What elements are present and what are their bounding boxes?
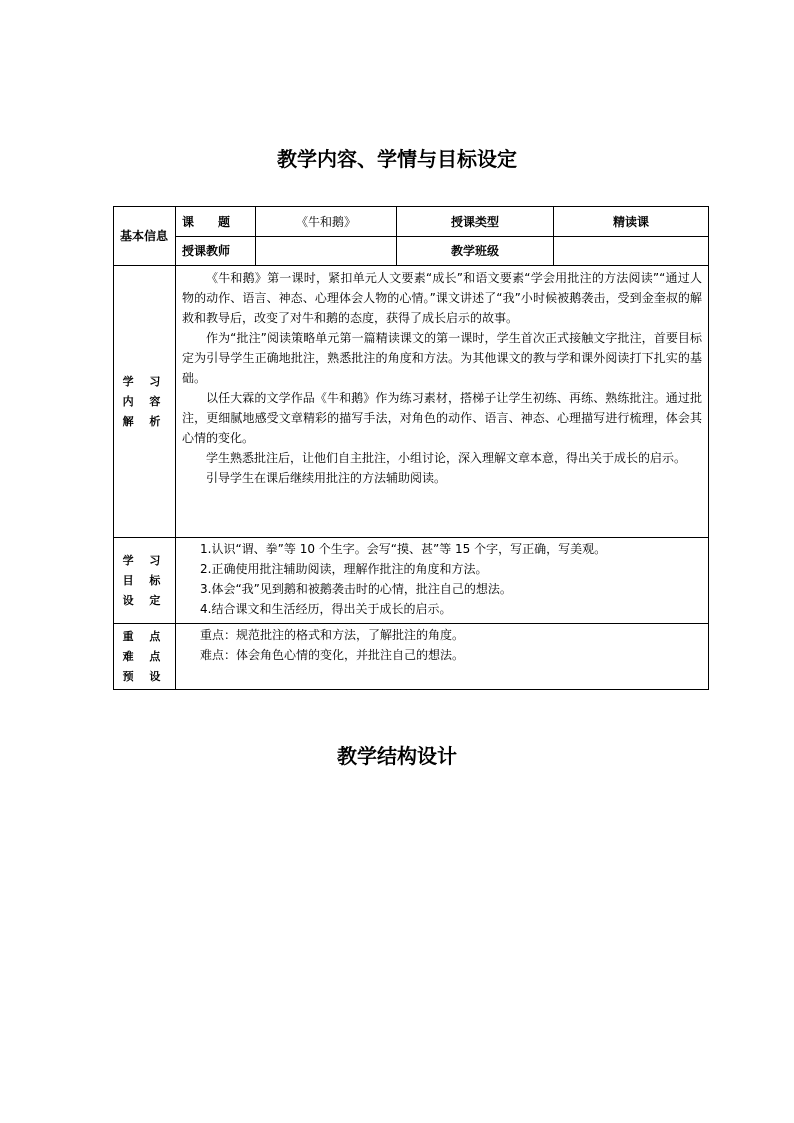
analysis-paragraph: 《牛和鹅》第一课时，紧扣单元人文要素“成长”和语文要素“学会用批注的方法阅读”“通过人物的动作、语言、神态、心理体会人物的心情。”课文讲述了“我”小时候被鹅袭击，受到金奎叔的解救和教导后，改变了对牛和鹅的态度，获得了成长启示的故事。 [182, 271, 702, 325]
table-row [114, 237, 709, 266]
type-value: 精读课 [554, 207, 709, 237]
focus-item: 难点：体会角色心情的变化，并批注自己的想法。 [200, 648, 465, 662]
goal-item: 4.结合课文和生活经历，得出关于成长的启示。 [200, 602, 452, 616]
analysis-content [176, 266, 709, 538]
table-row [114, 207, 709, 237]
analysis-label: 学 习 内 容 解 析 [114, 266, 176, 538]
class-value [554, 237, 709, 266]
goals-content [176, 538, 709, 624]
focus-item: 重点：规范批注的格式和方法，了解批注的角度。 [200, 628, 465, 642]
table-row [114, 538, 709, 624]
focus-label: 重 点 难 点 预 设 [114, 624, 176, 690]
lesson-info-table [113, 206, 709, 690]
analysis-paragraph: 作为“批注”阅读策略单元第一篇精读课文的第一课时，学生首次正式接触文字批注，首要目标定为引导学生正确地批注，熟悉批注的角度和方法。为其他课文的教与学和课外阅读打下扎实的基础。 [182, 331, 702, 385]
basic-info-label: 基本信息 [114, 207, 176, 266]
analysis-paragraph: 引导学生在课后继续用批注的方法辅助阅读。 [206, 471, 447, 485]
lesson-value: 《牛和鹅》 [256, 207, 397, 237]
table-row [114, 266, 709, 538]
class-label: 教学班级 [397, 237, 554, 266]
type-label: 授课类型 [397, 207, 554, 237]
goal-item: 3.体会“我”见到鹅和被鹅袭击时的心情，批注自己的想法。 [200, 582, 512, 596]
page-title: 教学内容、学情与目标设定 [277, 147, 517, 171]
table-row [114, 624, 709, 690]
lesson-label: 课 题 [176, 207, 256, 237]
analysis-paragraph: 以任大霖的文学作品《牛和鹅》作为练习素材，搭梯子让学生初练、再练、熟练批注。通过批注，更细腻地感受文章精彩的描写手法，对角色的动作、语言、神态、心理描写进行梳理，体会其心情的变化。 [182, 391, 702, 445]
teacher-label: 授课教师 [176, 237, 256, 266]
analysis-paragraph: 学生熟悉批注后，让他们自主批注，小组讨论，深入理解文章本意，得出关于成长的启示。 [206, 451, 687, 465]
goal-item: 1.认识“谓、拳”等 10 个生字。会写“摸、甚”等 15 个字，写正确，写美观。 [200, 542, 607, 556]
goal-item: 2.正确使用批注辅助阅读，理解作批注的角度和方法。 [200, 562, 488, 576]
focus-content [176, 624, 709, 690]
section-title: 教学结构设计 [337, 744, 457, 768]
goals-label: 学 习 目 标 设 定 [114, 538, 176, 624]
teacher-value [256, 237, 397, 266]
